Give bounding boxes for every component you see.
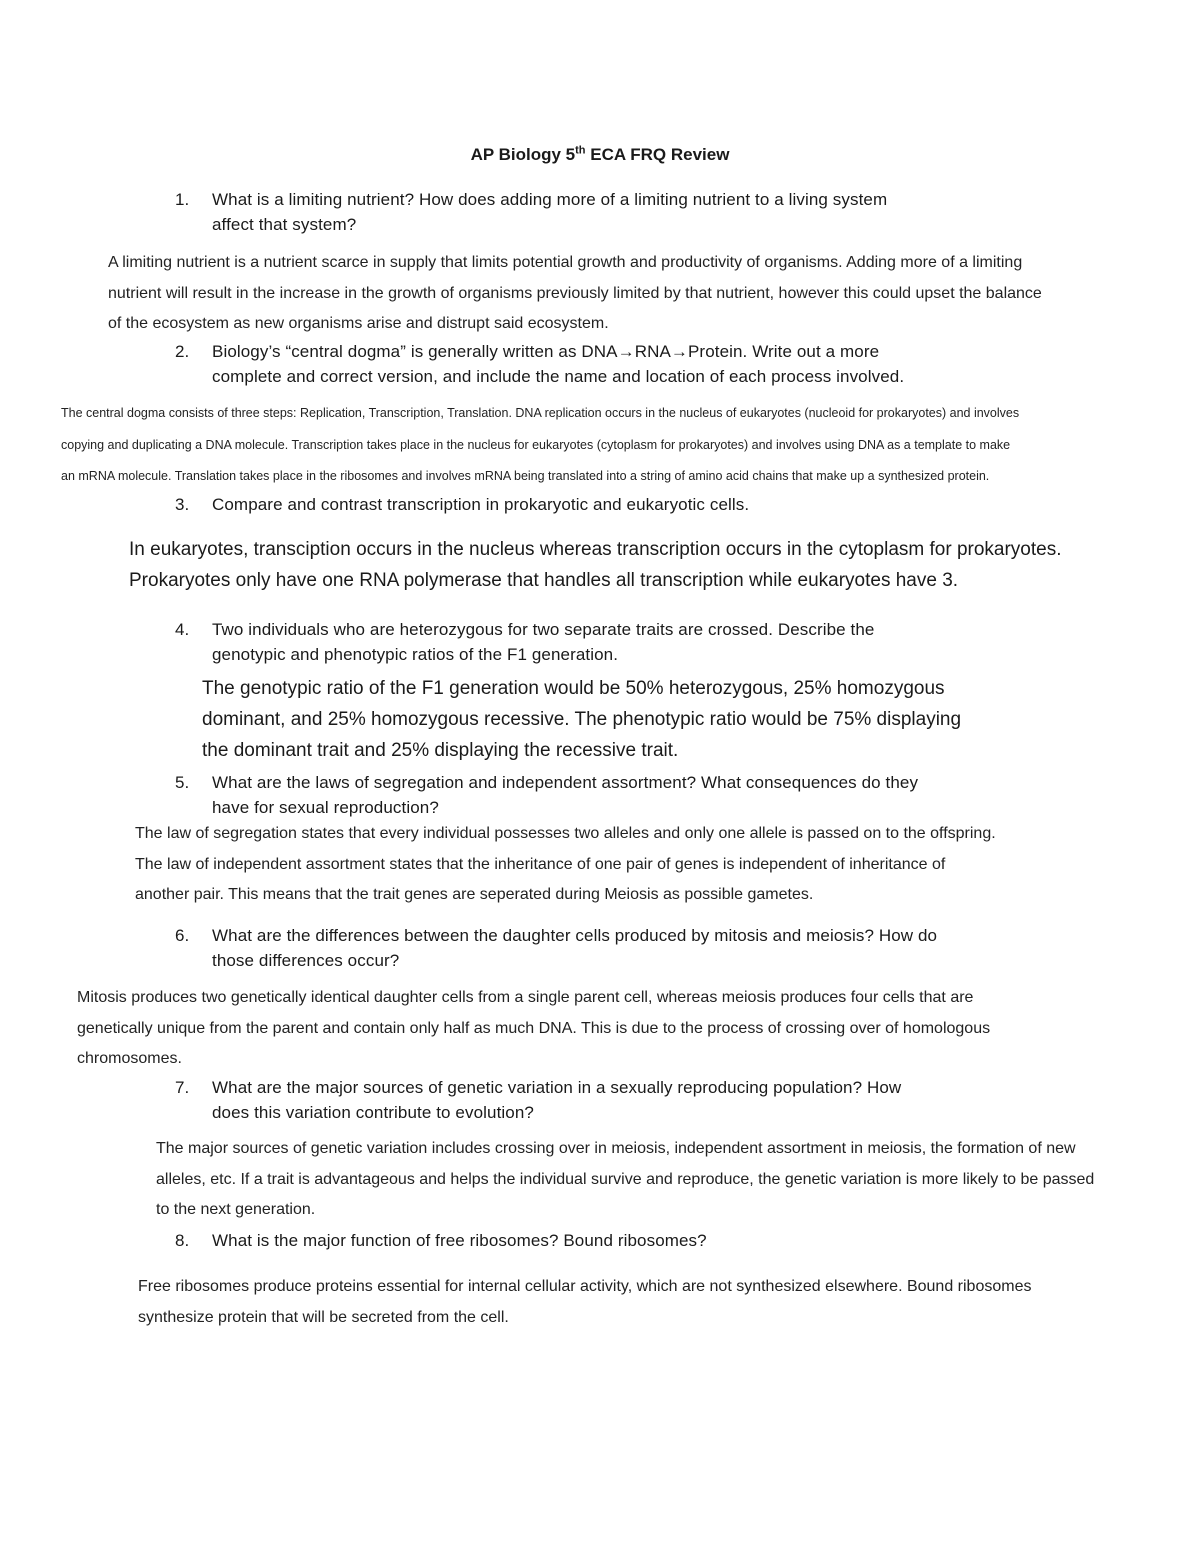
answer-5 [135,819,996,911]
question-1 [175,187,888,237]
answer-8 [138,1272,1031,1333]
answer-line: The central dogma consists of three steps: Replication, Transcription, Translation. DNA replication occurs in the nucleus of eukaryotes (nucleoid for prokaryotes) and involves [61,406,1020,420]
question-4 [175,617,875,667]
answer-line: The major sources of genetic variation includes crossing over in meiosis, independent assortment in meiosis, the formation of new [156,1140,1076,1157]
answer-line: dominant, and 25% homozygous recessive. The phenotypic ratio would be 75% displaying [202,709,962,730]
answer-2 [61,398,1019,493]
answer-line: chromosomes. [77,1050,182,1067]
question-8 [175,1228,707,1253]
question-line: What are the laws of segregation and independent assortment? What consequences do they [212,773,919,792]
question-number: 4. [175,620,190,639]
answer-line: synthesize protein that will be secreted from the cell. [138,1308,509,1326]
answer-1 [108,248,1042,340]
question-7 [175,1075,902,1125]
question-line: does this variation contribute to evolution? [212,1103,534,1122]
answer-line: the dominant trait and 25% displaying the recessive trait. [202,740,679,761]
question-line: What are the differences between the daughter cells produced by mitosis and meiosis? How do [212,926,938,945]
answer-line: The law of independent assortment states that the inheritance of one pair of genes is independent of inheritance of [135,855,946,873]
answer-3 [129,534,1062,596]
question-line: What are the major sources of genetic variation in a sexually reproducing population? How [212,1078,902,1097]
question-number: 2. [175,342,190,361]
question-2 [175,339,905,389]
question-line: Two individuals who are heterozygous for two separate traits are crossed. Describe the [212,620,875,639]
answer-4 [202,673,961,766]
answer-line: Free ribosomes produce proteins essential for internal cellular activity, which are not synthesized elsewhere. Bound ribosomes [138,1278,1032,1295]
answer-line: to the next generation. [156,1201,316,1218]
title-superscript: th [575,144,586,157]
question-number: 5. [175,773,190,792]
question-number: 7. [175,1078,190,1097]
title-rest: ECA FRQ Review [585,145,730,164]
answer-line: another pair. This means that the trait genes are seperated during Meiosis as possible gametes. [135,886,814,903]
question-number: 1. [175,190,190,209]
answer-7 [156,1134,1094,1226]
answer-line: alleles, etc. If a trait is advantageous and helps the individual survive and reproduce, the genetic variation is more likely to be passed [156,1170,1095,1188]
question-line: complete and correct version, and include the name and location of each process involved. [212,367,905,386]
answer-line: In eukaryotes, transciption occurs in the nucleus whereas transcription occurs in the cytoplasm for prokaryotes. [129,539,1062,560]
page-title [0,143,1200,167]
answer-line: genetically unique from the parent and contain only half as much DNA. This is due to the process of crossing over of homologous [77,1019,991,1037]
question-number: 3. [175,495,190,514]
answer-line: copying and duplicating a DNA molecule. Transcription takes place in the nucleus for eukaryotes (cytoplasm for prokaryotes) and involves using DNA as a template to make [61,437,1011,452]
question-line: Compare and contrast transcription in prokaryotic and eukaryotic cells. [212,495,750,514]
question-number: 8. [175,1231,190,1250]
question-line: What is the major function of free ribosomes? Bound ribosomes? [212,1231,707,1250]
answer-line: A limiting nutrient is a nutrient scarce in supply that limits potential growth and productivity of organisms. Adding more of a limiting [108,254,1023,271]
question-6 [175,923,938,973]
answer-line: The genotypic ratio of the F1 generation would be 50% heterozygous, 25% homozygous [202,678,945,699]
question-3 [175,492,750,517]
answer-line: nutrient will result in the increase in the growth of organisms previously limited by that nutrient, however this could upset the balance [108,284,1042,302]
question-line: those differences occur? [212,951,400,970]
question-line: What is a limiting nutrient? How does adding more of a limiting nutrient to a living system [212,190,888,209]
answer-line: an mRNA molecule. Translation takes place in the ribosomes and involves mRNA being translated into a string of amino acid chains that make up a synthesized protein. [61,469,990,483]
question-line: Biology’s “central dogma” is generally written as DNA→RNA→Protein. Write out a more [212,342,880,361]
question-line: genotypic and phenotypic ratios of the F1 generation. [212,645,619,664]
question-5 [175,770,919,820]
answer-line: The law of segregation states that every individual possesses two alleles and only one allele is passed on to the offspring. [135,825,996,842]
answer-line: Prokaryotes only have one RNA polymerase that handles all transcription while eukaryotes have 3. [129,570,959,591]
question-line: affect that system? [212,215,357,234]
answer-line: Mitosis produces two genetically identical daughter cells from a single parent cell, whereas meiosis produces four cells that are [77,989,974,1006]
answer-line: of the ecosystem as new organisms arise and distrupt said ecosystem. [108,315,609,332]
answer-6 [77,983,990,1075]
question-line: have for sexual reproduction? [212,798,439,817]
question-number: 6. [175,926,190,945]
title-main: AP Biology 5 [470,145,576,164]
